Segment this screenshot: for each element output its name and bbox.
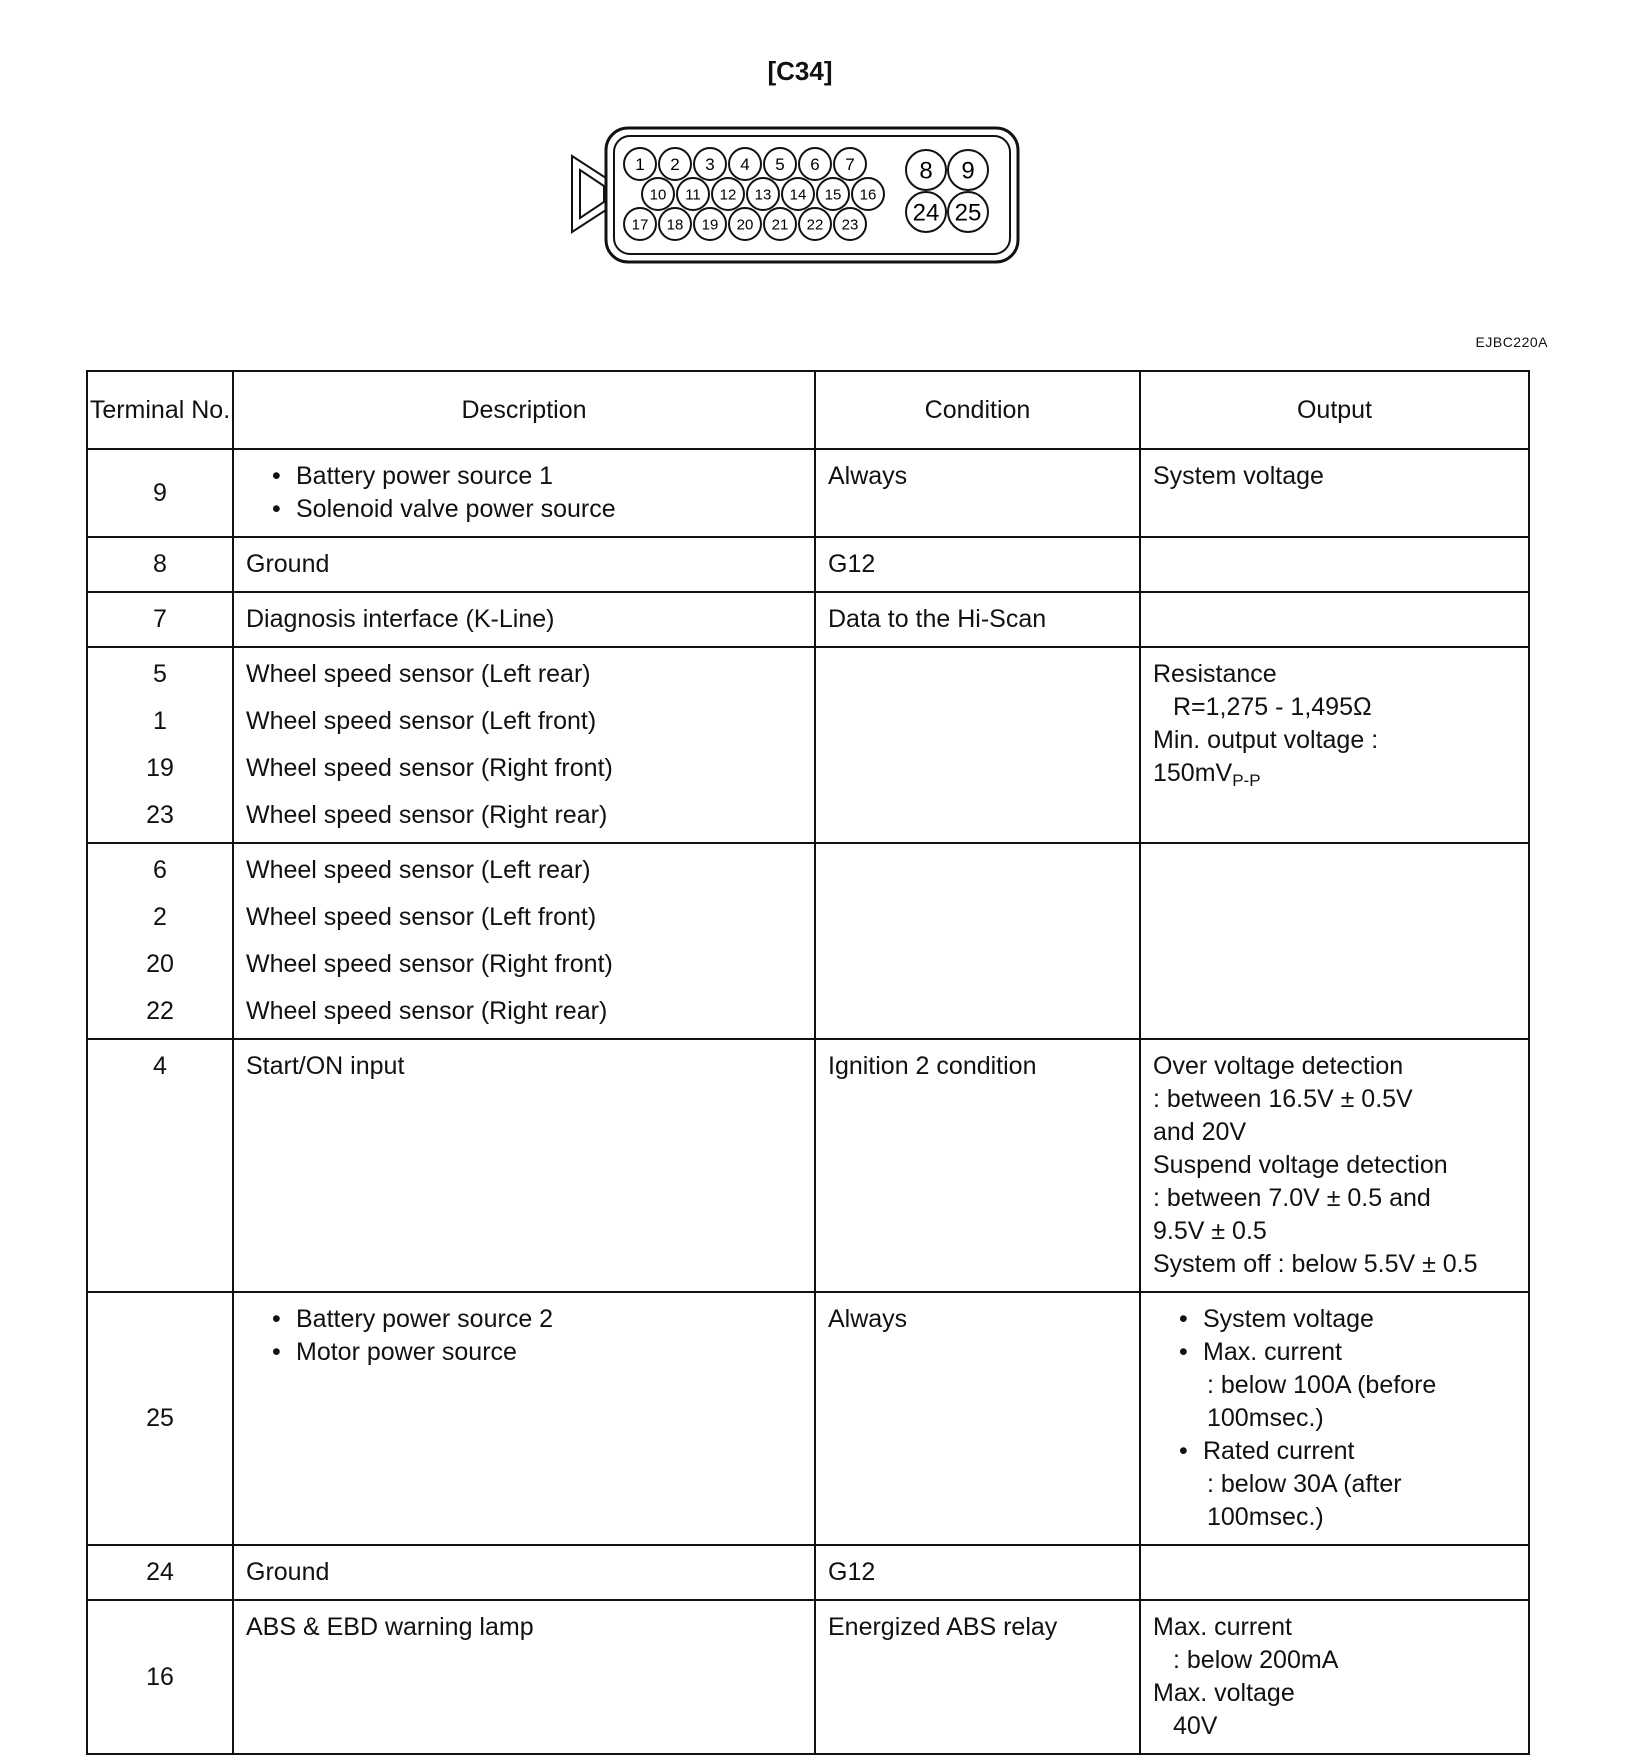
table-row (87, 1039, 1529, 1292)
condition-cell (815, 647, 1140, 843)
output-bullet: • Rated current (1153, 1435, 1516, 1468)
description-cell (233, 449, 815, 537)
terminal-number: 20 (146, 950, 174, 978)
output-line: R=1,275 - 1,495Ω (1173, 693, 1372, 721)
svg-text:18: 18 (666, 216, 684, 234)
output-line: Min. output voltage : (1153, 726, 1379, 754)
description-cell (233, 843, 815, 1039)
terminal-number: 22 (146, 997, 174, 1025)
output-cell (1140, 1600, 1529, 1754)
output-bullet: • System voltage (1153, 1303, 1516, 1336)
pin-6 (799, 148, 831, 180)
connector-diagram (560, 120, 1040, 275)
pin-20 (729, 208, 761, 240)
output-line: : below 30A (after (1207, 1470, 1402, 1498)
svg-text:5: 5 (775, 155, 785, 175)
output-line: : between 7.0V ± 0.5 and (1153, 1184, 1431, 1212)
svg-text:15: 15 (824, 186, 842, 204)
svg-text:16: 16 (859, 186, 877, 204)
output-cell (1140, 592, 1529, 647)
terminal-cell: 16 (87, 1600, 233, 1754)
pin-13 (747, 178, 779, 210)
pin-24 (906, 192, 946, 232)
pin-22 (799, 208, 831, 240)
description-bullet: • Solenoid valve power source (246, 493, 802, 526)
output-line: : below 100A (before (1207, 1371, 1437, 1399)
svg-text:25: 25 (954, 199, 982, 227)
description-line: Wheel speed sensor (Left front) (246, 707, 597, 735)
svg-text:1: 1 (635, 155, 645, 175)
output-line: : below 200mA (1173, 1646, 1339, 1674)
description-line: Wheel speed sensor (Left front) (246, 903, 597, 931)
description-cell: Start/ON input (233, 1039, 815, 1292)
svg-text:12: 12 (719, 186, 737, 204)
connector-latch-icon (572, 156, 606, 232)
terminal-number: 2 (153, 903, 167, 931)
description-cell: Diagnosis interface (K-Line) (233, 592, 815, 647)
output-line: Max. current (1153, 1613, 1292, 1641)
output-line: 40V (1173, 1712, 1218, 1740)
condition-cell: G12 (815, 1545, 1140, 1600)
pin-12 (712, 178, 744, 210)
description-cell: Ground (233, 1545, 815, 1600)
condition-cell: Always (815, 449, 1140, 537)
svg-text:14: 14 (789, 186, 807, 204)
terminal-cell: 25 (87, 1292, 233, 1545)
output-bullet: • Max. current (1153, 1336, 1516, 1369)
svg-text:23: 23 (841, 216, 859, 234)
svg-text:4: 4 (740, 155, 750, 175)
table-row (87, 592, 1529, 647)
table-row (87, 1600, 1529, 1754)
output-cell (1140, 843, 1529, 1039)
output-line: 100msec.) (1207, 1404, 1324, 1432)
terminal-cell (87, 647, 233, 843)
output-line: 9.5V ± 0.5 (1153, 1217, 1267, 1245)
output-line: Resistance (1153, 660, 1277, 688)
output-line: $150mV_{P-P}$ (1153, 759, 1261, 790)
svg-text:2: 2 (670, 155, 680, 175)
description-cell (233, 1292, 815, 1545)
description-cell: Ground (233, 537, 815, 592)
output-line: Over voltage detection (1153, 1052, 1404, 1080)
terminal-number: 5 (153, 660, 167, 688)
pin-5 (764, 148, 796, 180)
header-output: Output (1140, 371, 1529, 449)
terminal-cell: 9 (87, 449, 233, 537)
pin-8 (906, 150, 946, 190)
subscript-pp: P-P (1232, 771, 1261, 790)
svg-text:10: 10 (649, 186, 667, 204)
condition-cell: Data to the Hi-Scan (815, 592, 1140, 647)
svg-text:19: 19 (701, 216, 719, 234)
condition-cell: Ignition 2 condition (815, 1039, 1140, 1292)
pin-17 (624, 208, 656, 240)
output-cell (1140, 1039, 1529, 1292)
header-description: Description (233, 371, 815, 449)
svg-text:11: 11 (685, 186, 701, 204)
description-line: Wheel speed sensor (Right rear) (246, 801, 608, 829)
table-row (87, 647, 1529, 843)
condition-cell (815, 843, 1140, 1039)
pin-18 (659, 208, 691, 240)
pin-9 (948, 150, 988, 190)
output-cell (1140, 647, 1529, 843)
output-line: 100msec.) (1207, 1503, 1324, 1531)
pin-2 (659, 148, 691, 180)
condition-cell: Energized ABS relay (815, 1600, 1140, 1754)
terminal-number: 6 (153, 856, 167, 884)
output-line: : between 16.5V ± 0.5V (1153, 1085, 1413, 1113)
svg-text:17: 17 (631, 216, 649, 234)
pin-3 (694, 148, 726, 180)
description-cell (233, 647, 815, 843)
svg-text:8: 8 (919, 157, 933, 185)
description-bullet: • Motor power source (246, 1336, 802, 1369)
pin-19 (694, 208, 726, 240)
table-row (87, 843, 1529, 1039)
pin-14 (782, 178, 814, 210)
figure-code: EJBC220A (1475, 334, 1548, 350)
pin-11 (677, 178, 709, 210)
description-line: Wheel speed sensor (Right front) (246, 754, 613, 782)
terminal-number: 19 (146, 754, 174, 782)
output-line: Suspend voltage detection (1153, 1151, 1448, 1179)
svg-text:22: 22 (806, 216, 824, 234)
svg-text:20: 20 (736, 216, 754, 234)
description-line: Wheel speed sensor (Left rear) (246, 660, 591, 688)
table-header-row (87, 371, 1529, 449)
connector-pins (624, 148, 988, 240)
terminal-cell: 4 (87, 1039, 233, 1292)
pin-7 (834, 148, 866, 180)
connector-pinout-drawing (560, 120, 1040, 270)
output-line: Max. voltage (1153, 1679, 1295, 1707)
table-row (87, 449, 1529, 537)
output-line: and 20V (1153, 1118, 1247, 1146)
description-line: Wheel speed sensor (Right rear) (246, 997, 608, 1025)
table-row (87, 1292, 1529, 1545)
terminal-cell: 8 (87, 537, 233, 592)
terminal-number: 23 (146, 801, 174, 829)
description-line: Wheel speed sensor (Right front) (246, 950, 613, 978)
description-cell: ABS & EBD warning lamp (233, 1600, 815, 1754)
pin-23 (834, 208, 866, 240)
description-bullet: • Battery power source 1 (246, 460, 802, 493)
svg-text:6: 6 (810, 155, 820, 175)
terminal-cell: 24 (87, 1545, 233, 1600)
table-row (87, 1545, 1529, 1600)
svg-text:13: 13 (754, 186, 772, 204)
terminal-cell: 7 (87, 592, 233, 647)
pin-1 (624, 148, 656, 180)
svg-text:3: 3 (705, 155, 715, 175)
condition-cell: Always (815, 1292, 1140, 1545)
svg-text:9: 9 (961, 157, 975, 185)
output-cell (1140, 1545, 1529, 1600)
pin-10 (642, 178, 674, 210)
table-row (87, 537, 1529, 592)
pin-4 (729, 148, 761, 180)
description-bullet: • Battery power source 2 (246, 1303, 802, 1336)
pin-25 (948, 192, 988, 232)
output-cell (1140, 1292, 1529, 1545)
description-line: Wheel speed sensor (Left rear) (246, 856, 591, 884)
svg-text:7: 7 (845, 155, 855, 175)
terminal-cell (87, 843, 233, 1039)
header-condition: Condition (815, 371, 1140, 449)
pin-21 (764, 208, 796, 240)
output-line: System off : below 5.5V ± 0.5 (1153, 1250, 1478, 1278)
output-cell (1140, 537, 1529, 592)
output-cell: System voltage (1140, 449, 1529, 537)
pin-15 (817, 178, 849, 210)
svg-text:24: 24 (912, 199, 940, 227)
pin-16 (852, 178, 884, 210)
connector-label: [C34] (767, 56, 833, 86)
terminal-number: 1 (153, 707, 167, 735)
condition-cell: G12 (815, 537, 1140, 592)
terminal-table (86, 370, 1530, 1755)
svg-text:21: 21 (771, 216, 789, 234)
header-terminal: Terminal No. (87, 371, 233, 449)
